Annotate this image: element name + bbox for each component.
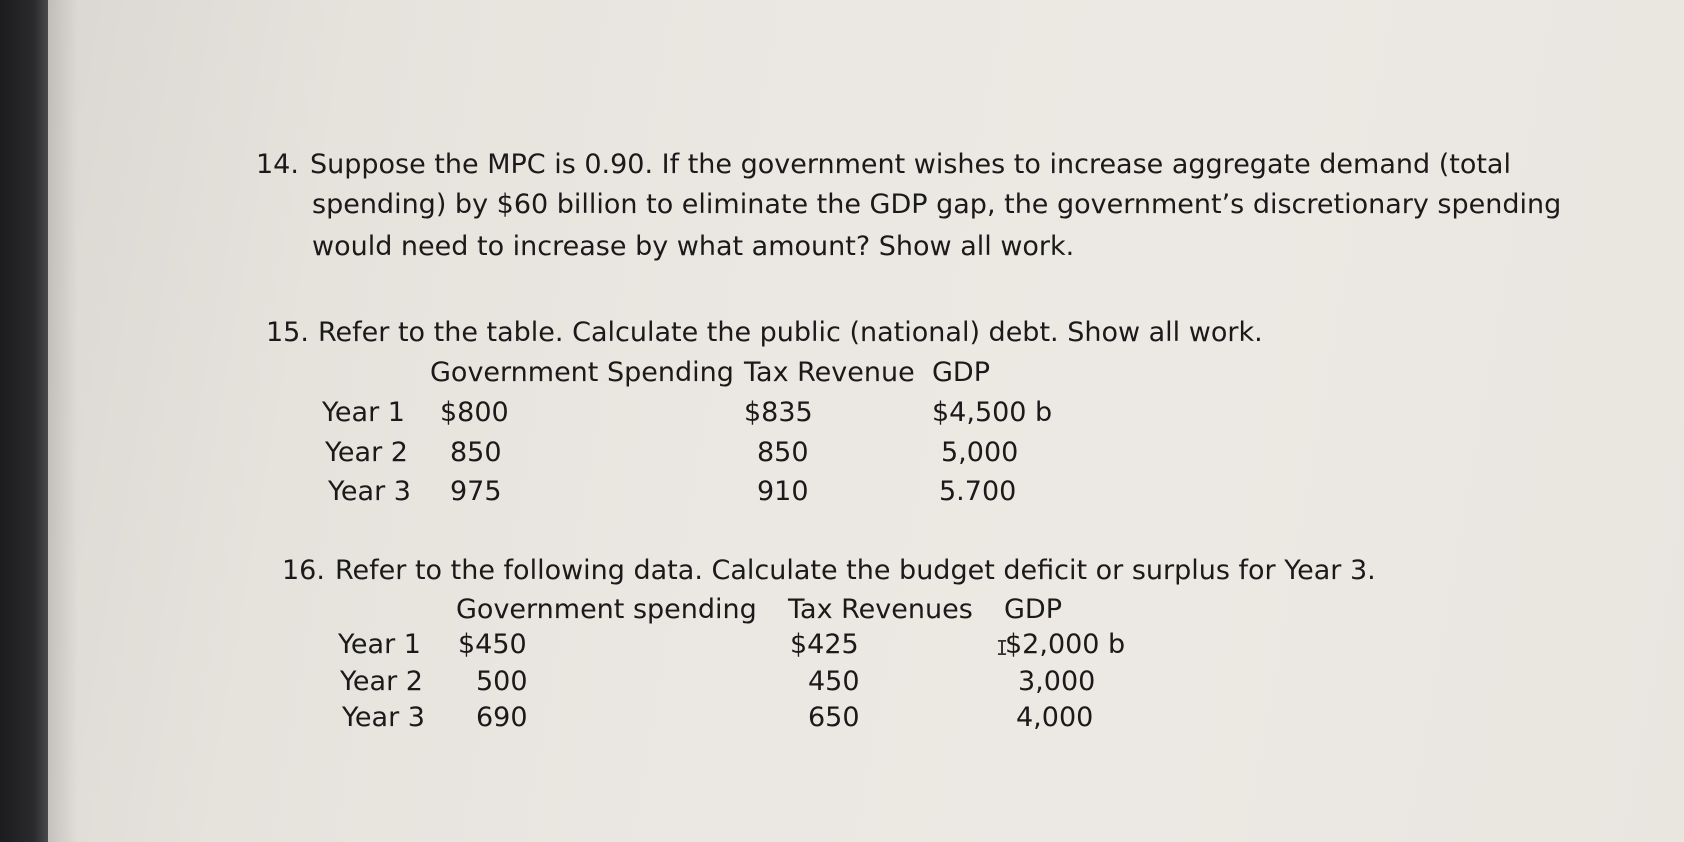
question-number: 15. (266, 317, 309, 348)
tax-value: $425 (790, 629, 859, 660)
table-header: Tax Revenues (788, 594, 973, 625)
gdp-value: $2,000 b (1005, 629, 1126, 660)
row-label: Year 3 (342, 702, 425, 733)
row-label: Year 1 (322, 397, 405, 428)
spending-value: 850 (450, 437, 502, 468)
question-prompt: Refer to the table. Calculate the public (national) debt. Show all work. (318, 317, 1263, 348)
question-number: 16. (282, 555, 325, 586)
row-label: Year 3 (328, 476, 411, 507)
text-cursor-icon: I (996, 636, 1009, 660)
question-text-line: would need to increase by what amount? Show all work. (312, 231, 1075, 262)
tax-value: 450 (808, 666, 860, 697)
question-text-line: spending) by $60 billion to eliminate the GDP gap, the government’s discretionary spending (312, 189, 1562, 220)
question-number: 14. (256, 149, 299, 180)
table-header: Government spending (456, 594, 757, 625)
table-header: Government Spending (430, 357, 734, 388)
row-label: Year 2 (325, 437, 408, 468)
spending-value: 975 (450, 476, 502, 507)
table-header: GDP (1004, 594, 1062, 625)
tax-value: 910 (757, 476, 809, 507)
tax-value: 850 (757, 437, 809, 468)
row-label: Year 1 (338, 629, 421, 660)
question-text-line: Suppose the MPC is 0.90. If the government wishes to increase aggregate demand (total (310, 149, 1511, 180)
spending-value: 500 (476, 666, 528, 697)
spending-value: $800 (440, 397, 509, 428)
gdp-value: 3,000 (1018, 666, 1096, 697)
question-prompt: Refer to the following data. Calculate the budget deficit or surplus for Year 3. (335, 555, 1376, 586)
gdp-value: 4,000 (1016, 702, 1094, 733)
gdp-value: $4,500 b (932, 397, 1053, 428)
tax-value: $835 (744, 397, 813, 428)
spending-value: 690 (476, 702, 528, 733)
spending-value: $450 (458, 629, 527, 660)
gdp-value: 5,000 (941, 437, 1019, 468)
gdp-value: 5.700 (939, 476, 1017, 507)
table-header: Tax Revenue (744, 357, 915, 388)
table-header: GDP (932, 357, 990, 388)
tax-value: 650 (808, 702, 860, 733)
row-label: Year 2 (340, 666, 423, 697)
